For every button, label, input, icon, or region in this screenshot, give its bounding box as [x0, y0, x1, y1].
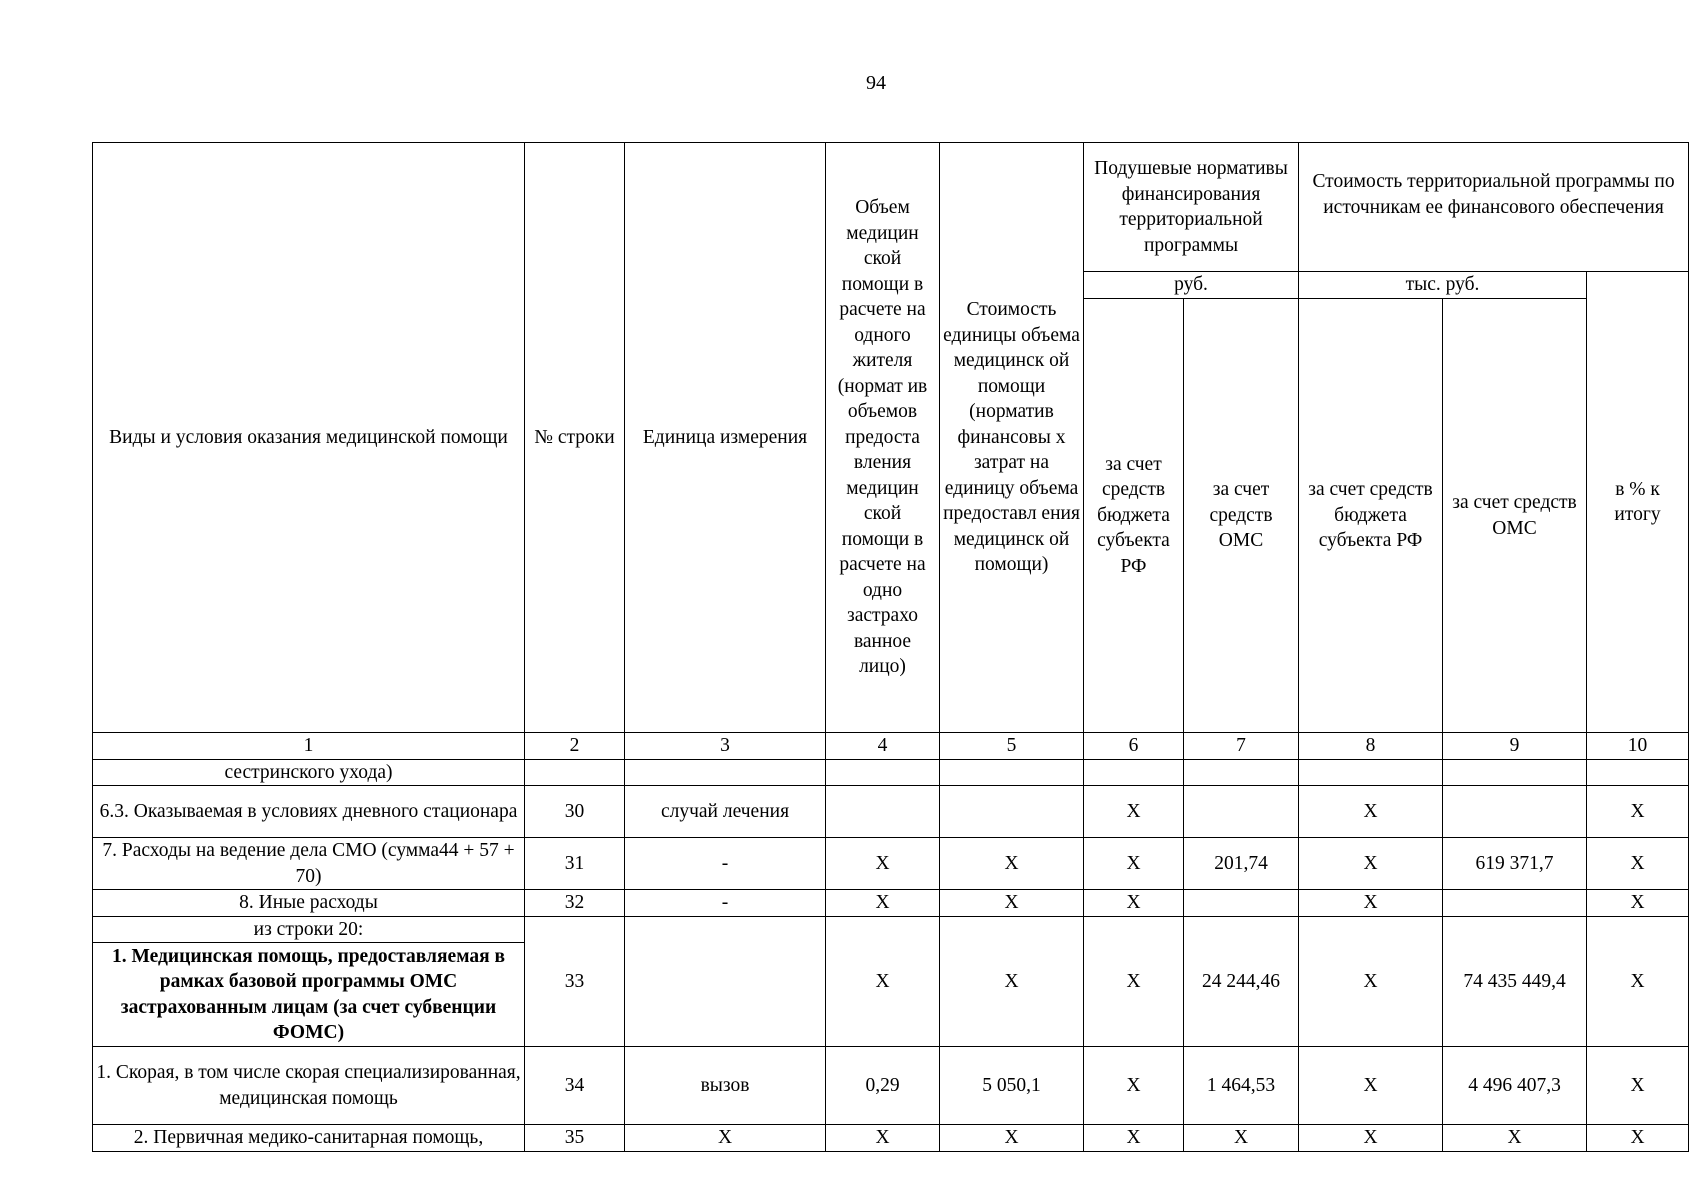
column-number: 1: [93, 733, 525, 760]
row-subheader: из строки 20:: [93, 916, 525, 943]
row-name: 1. Медицинская помощь, предоставляемая в рамках базовой программы ОМС застрахованным лицам (за счет субвенции ФОМС): [93, 943, 525, 1047]
row-cell: Х: [940, 1125, 1084, 1152]
header-col3: Единица измерения: [625, 143, 826, 733]
row-cell: Х: [826, 1125, 940, 1152]
row-cell: [826, 786, 940, 838]
row-cell: Х: [940, 838, 1084, 890]
header-group-program-cost: Стоимость территориальной программы по источникам ее финансового обеспечения: [1299, 143, 1689, 272]
row-cell: Х: [1299, 786, 1443, 838]
column-number: 9: [1443, 733, 1587, 760]
column-number: 8: [1299, 733, 1443, 760]
table-row: [93, 759, 1689, 786]
header-col5: Стоимость единицы объема медицинск ой помощи (норматив финансовы х затрат на единицу объема предоставл ения медицинск ой помощи): [940, 143, 1084, 733]
row-cell: Х: [1299, 916, 1443, 1047]
header-unit-rub: руб.: [1084, 272, 1299, 299]
row-cell: Х: [1084, 786, 1184, 838]
row-name: сестринского ухода): [93, 759, 525, 786]
header-col7: за счет средств ОМС: [1184, 299, 1299, 733]
medical-care-table: [92, 142, 1689, 1152]
row-cell: 4 496 407,3: [1443, 1047, 1587, 1125]
row-name: 8. Иные расходы: [93, 890, 525, 917]
row-cell: [1184, 786, 1299, 838]
row-cell: Х: [1299, 1125, 1443, 1152]
header-col8: за счет средств бюджета субъекта РФ: [1299, 299, 1443, 733]
row-unit: [625, 916, 826, 1047]
row-unit: Х: [625, 1125, 826, 1152]
row-cell: Х: [1084, 1125, 1184, 1152]
row-cell: Х: [1299, 1047, 1443, 1125]
row-cell: [1084, 759, 1184, 786]
row-cell: 201,74: [1184, 838, 1299, 890]
column-number: 7: [1184, 733, 1299, 760]
row-number: [525, 759, 625, 786]
row-cell: Х: [1084, 916, 1184, 1047]
row-name: 7. Расходы на ведение дела СМО (сумма44 + 57 + 70): [93, 838, 525, 890]
row-cell: 5 050,1: [940, 1047, 1084, 1125]
row-cell: Х: [1587, 1125, 1689, 1152]
row-cell: [1443, 759, 1587, 786]
row-cell: Х: [1587, 916, 1689, 1047]
row-number: 31: [525, 838, 625, 890]
row-cell: [940, 759, 1084, 786]
header-col10: в % к итогу: [1587, 272, 1689, 733]
column-number: 10: [1587, 733, 1689, 760]
row-name: 1. Скорая, в том числе скорая специализированная, медицинская помощь: [93, 1047, 525, 1125]
table-row: [93, 786, 1689, 838]
header-group-per-capita: Подушевые нормативы финансирования территориальной программы: [1084, 143, 1299, 272]
row-cell: 74 435 449,4: [1443, 916, 1587, 1047]
row-number: 34: [525, 1047, 625, 1125]
column-number-row: [93, 733, 1689, 760]
row-cell: Х: [1184, 1125, 1299, 1152]
row-unit: случай лечения: [625, 786, 826, 838]
row-cell: Х: [1299, 838, 1443, 890]
row-cell: 1 464,53: [1184, 1047, 1299, 1125]
row-cell: [1184, 890, 1299, 917]
row-unit: -: [625, 838, 826, 890]
table-row: [93, 916, 1689, 943]
header-unit-thous-rub: тыс. руб.: [1299, 272, 1587, 299]
row-unit: -: [625, 890, 826, 917]
table-row: [93, 838, 1689, 890]
row-cell: [826, 759, 940, 786]
column-number: 6: [1084, 733, 1184, 760]
row-cell: Х: [826, 838, 940, 890]
row-cell: [1299, 759, 1443, 786]
header-col4: Объем медицин ской помощи в расчете на одного жителя (нормат ив объемов предоста вления медицин ской помощи в расчете на одно застрахо ванное лицо): [826, 143, 940, 733]
row-cell: Х: [1084, 1047, 1184, 1125]
row-cell: Х: [1587, 786, 1689, 838]
row-cell: 619 371,7: [1443, 838, 1587, 890]
row-cell: 0,29: [826, 1047, 940, 1125]
row-cell: Х: [1587, 838, 1689, 890]
row-cell: [1443, 786, 1587, 838]
table-row: [93, 890, 1689, 917]
row-name: 6.3. Оказываемая в условиях дневного стационара: [93, 786, 525, 838]
row-cell: Х: [826, 890, 940, 917]
page-number: 94: [866, 72, 886, 94]
row-cell: Х: [940, 916, 1084, 1047]
row-cell: [1587, 759, 1689, 786]
row-cell: Х: [1587, 1047, 1689, 1125]
column-number: 2: [525, 733, 625, 760]
row-cell: Х: [1084, 838, 1184, 890]
header-col9: за счет средств ОМС: [1443, 299, 1587, 733]
row-cell: [1184, 759, 1299, 786]
column-number: 4: [826, 733, 940, 760]
row-unit: [625, 759, 826, 786]
header-col1: Виды и условия оказания медицинской помощи: [93, 143, 525, 733]
row-cell: Х: [1587, 890, 1689, 917]
column-number: 3: [625, 733, 826, 760]
header-col6: за счет средств бюджета субъекта РФ: [1084, 299, 1184, 733]
row-cell: 24 244,46: [1184, 916, 1299, 1047]
row-cell: Х: [940, 890, 1084, 917]
table-row: [93, 1125, 1689, 1152]
row-unit: вызов: [625, 1047, 826, 1125]
row-number: 33: [525, 916, 625, 1047]
row-number: 32: [525, 890, 625, 917]
column-number: 5: [940, 733, 1084, 760]
table-row: [93, 1047, 1689, 1125]
row-cell: [1443, 890, 1587, 917]
row-number: 35: [525, 1125, 625, 1152]
row-cell: Х: [1299, 890, 1443, 917]
row-number: 30: [525, 786, 625, 838]
header-col2: № строки: [525, 143, 625, 733]
row-cell: Х: [1443, 1125, 1587, 1152]
row-cell: Х: [826, 916, 940, 1047]
row-cell: [940, 786, 1084, 838]
row-name: 2. Первичная медико-санитарная помощь,: [93, 1125, 525, 1152]
row-cell: Х: [1084, 890, 1184, 917]
